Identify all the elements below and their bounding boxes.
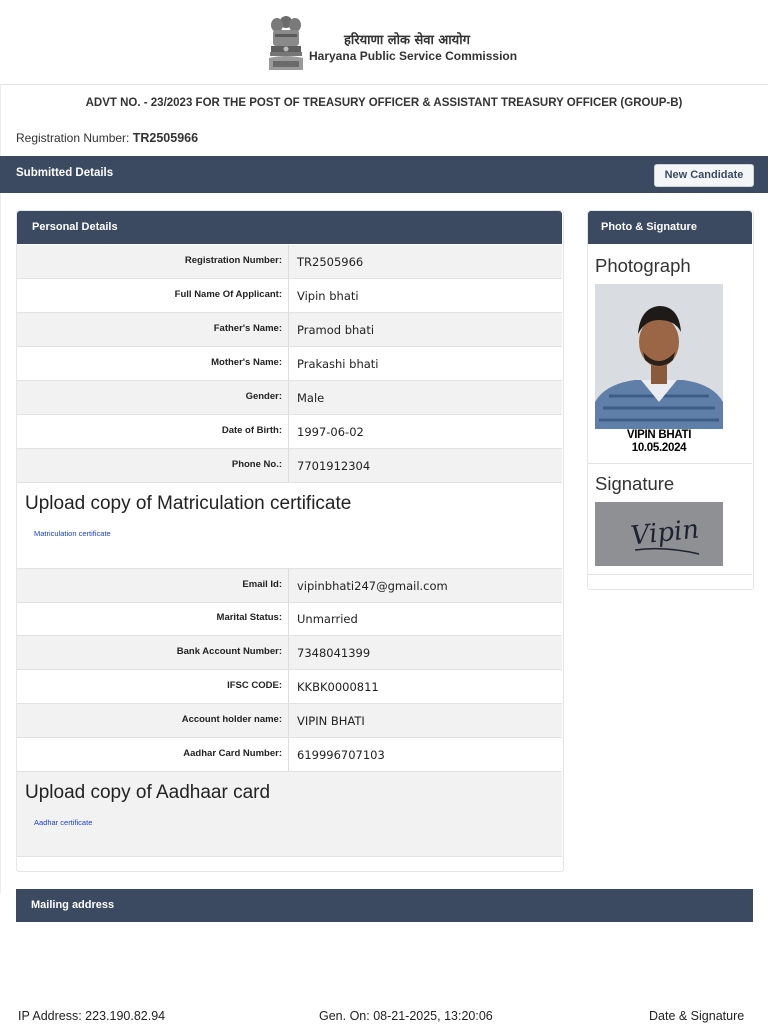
detail-label: Full Name Of Applicant: [174,289,282,300]
detail-label: Marital Status: [216,612,282,623]
personal-details-title: Personal Details [32,221,118,233]
detail-label: Mother's Name: [211,357,282,368]
footer-generated-on: Gen. On: 08-21-2025, 13:20:06 [319,1009,493,1023]
matriculation-upload-title: Upload copy of Matriculation certificate [25,493,352,514]
detail-row-account-holder [17,704,562,738]
detail-value: VIPIN BHATI [297,714,365,728]
national-emblem-icon [267,14,305,72]
photo-caption-name: VIPIN BHATI [626,429,692,441]
detail-label: Account holder name: [181,714,282,725]
photo-caption-date: 10.05.2024 [631,442,687,454]
photo-signature-header [588,211,752,244]
detail-row-date-of-birth [17,415,562,449]
detail-value: KKBK0000811 [297,680,379,694]
matriculation-upload-section [17,483,562,567]
personal-details-header [17,211,562,244]
submitted-details-title: Submitted Details [16,167,114,179]
new-candidate-button[interactable]: New Candidate [654,164,754,187]
detail-row-bank-account [17,636,562,670]
detail-label: Gender: [245,391,282,402]
photo-caption [595,429,723,456]
detail-label: Email Id: [242,579,282,590]
submitted-details-bar [0,156,768,193]
photograph-heading: Photograph [595,255,691,276]
signature-image [595,502,723,566]
detail-row-gender [17,381,562,415]
detail-row-aadhar-number [17,738,562,772]
detail-row-registration-number [17,245,562,279]
detail-row-ifsc [17,670,562,704]
org-name-english: Haryana Public Service Commission [309,49,518,63]
detail-value: TR2505966 [297,255,364,269]
detail-value: Vipin bhati [297,289,359,303]
applicant-signature [595,502,723,566]
detail-label: Father's Name: [213,323,282,334]
detail-value: 1997-06-02 [297,425,364,439]
detail-row-email [17,568,562,603]
photo-signature-title: Photo & Signature [601,221,697,233]
detail-value: 7348041399 [297,646,371,660]
aadhaar-upload-section [17,772,562,857]
detail-row-marital-status [17,602,562,636]
detail-value: Male [297,391,325,405]
detail-row-father-name [17,313,562,347]
registration-line [16,131,198,145]
detail-value: Unmarried [297,612,358,626]
org-name-hindi: हरियाणा लोक सेवा आयोग [344,33,470,48]
detail-row-full-name [17,279,562,313]
footer-date-signature: Date & Signature [649,1009,745,1023]
detail-value: Pramod bhati [297,323,375,337]
detail-label: Phone No.: [231,459,282,470]
matriculation-certificate-link[interactable]: Matriculation certificate [34,529,111,538]
detail-value: vipinbhati247@gmail.com [297,579,448,593]
site-header [0,0,768,84]
aadhaar-certificate-link[interactable]: Aadhar certificate [34,818,93,827]
detail-row-phone [17,449,562,483]
detail-label: IFSC CODE: [227,680,282,691]
advertisement-title: ADVT NO. - 23/2023 FOR THE POST OF TREASURY OFFICER & ASSISTANT TREASURY OFFICER (GROUP-B) [85,97,683,109]
signature-heading: Signature [595,473,675,494]
detail-label: Registration Number: [184,255,282,266]
mailing-address-title: Mailing address [31,899,115,911]
photo-signature-divider [588,463,752,464]
mailing-address-header [16,889,753,922]
registration-value: TR2505966 [132,131,199,145]
detail-value: 619996707103 [297,748,385,762]
detail-label: Date of Birth: [221,425,282,436]
detail-label: Aadhar Card Number: [183,748,282,759]
detail-row-mother-name [17,347,562,381]
detail-value: 7701912304 [297,459,371,473]
detail-value: Prakashi bhati [297,357,379,371]
detail-label: Bank Account Number: [176,646,282,657]
registration-label: Registration Number: [16,131,130,145]
signature-text: Vipin [629,514,701,552]
aadhaar-upload-title: Upload copy of Aadhaar card [25,782,271,803]
footer-ip-address: IP Address: 223.190.82.94 [18,1009,166,1023]
